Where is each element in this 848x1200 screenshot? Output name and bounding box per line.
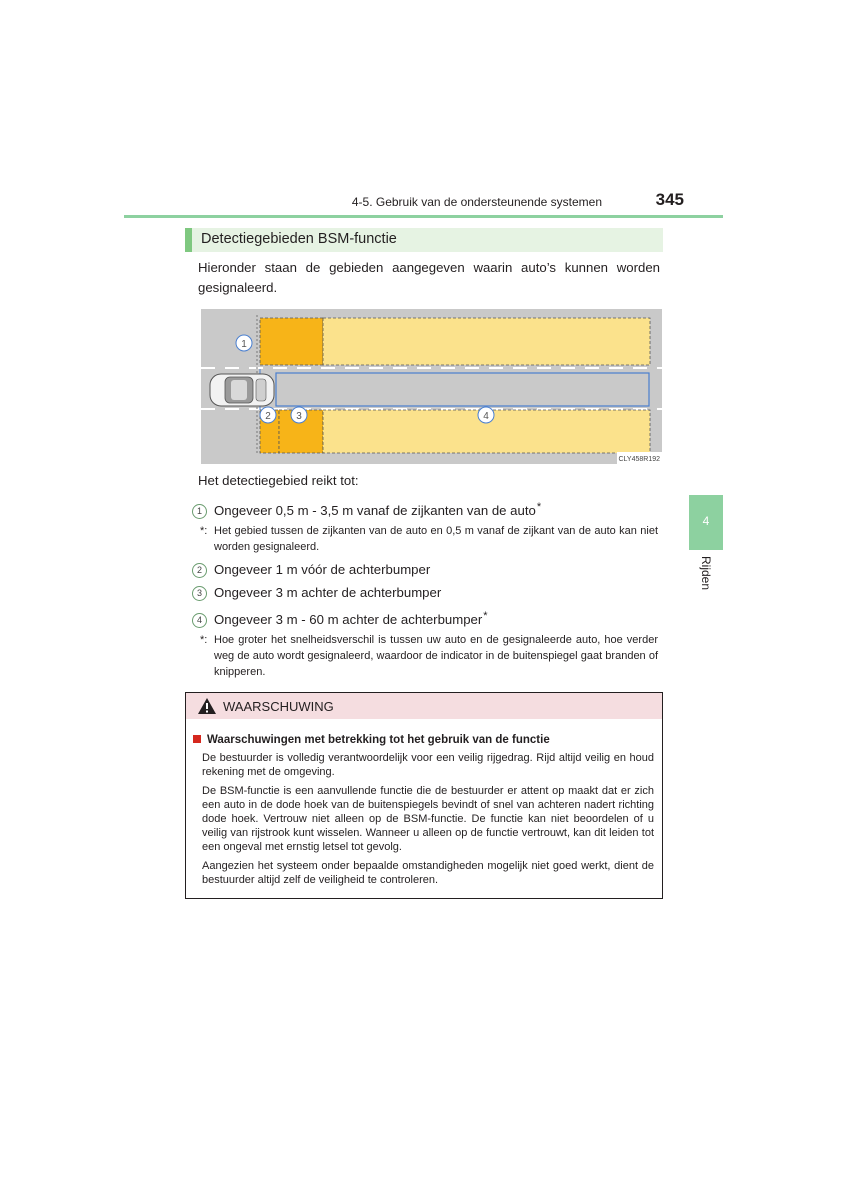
warning-icon — [198, 698, 216, 714]
list-item — [192, 498, 541, 516]
list-item — [192, 584, 441, 602]
footnote — [200, 632, 658, 680]
section-title: Detectiegebieden BSM-functie — [201, 231, 397, 247]
item-text: Ongeveer 3 m achter de achterbumper — [214, 585, 442, 600]
car-icon — [210, 374, 274, 406]
item-text: Ongeveer 3 m - 60 m achter de achterbumper — [214, 612, 483, 627]
running-header-title: 4-5. Gebruik van de ondersteunende systemen — [351, 195, 602, 209]
warning-header — [186, 693, 662, 719]
footnote-mark: *: — [200, 525, 208, 537]
item-footnote-star: * — [483, 610, 488, 622]
footnote-text: Hoe groter het snelheidsverschil is tussen uw auto en de gesignaleerde auto, hoe verder weg de auto wordt gesignaleerd, waardoor de indicator in de buitenspiegel gaat branden of knipperen. — [214, 634, 658, 678]
footnote-text: Het gebied tussen de zijkanten van de auto en 0,5 m vanaf de zijkant van de auto kan niet worden gesignaleerd. — [214, 525, 658, 553]
diagram-label-1: 1 — [241, 339, 247, 350]
item-footnote-star: * — [536, 501, 542, 513]
chapter-tab — [689, 495, 723, 550]
item-text: Ongeveer 0,5 m - 3,5 m vanaf de zijkanten van de auto — [214, 503, 536, 518]
zone-top-far — [323, 318, 650, 365]
item-number: 2 — [192, 563, 207, 578]
diagram-label-4: 4 — [483, 411, 489, 422]
list-item — [192, 607, 488, 625]
chapter-number: 4 — [702, 514, 710, 528]
item-number: 1 — [192, 504, 207, 519]
warning-paragraph: Aangezien het systeem onder bepaalde omstandigheden mogelijk niet goed werkt, dient de bestuurder altijd zelf de veiligheid te controleren. — [202, 860, 654, 886]
bullet-square-icon — [193, 735, 201, 743]
diagram-code: CLY458R192 — [618, 456, 660, 463]
item-text: Ongeveer 1 m vóór de achterbumper — [214, 562, 431, 577]
warning-box — [185, 692, 663, 899]
detection-area-diagram — [201, 309, 662, 464]
page-number: 345 — [655, 190, 684, 209]
header-rule — [124, 215, 723, 218]
zone-top-near — [260, 318, 323, 365]
section-heading — [185, 228, 663, 252]
warning-title: WAARSCHUWING — [223, 699, 334, 714]
footnote — [200, 523, 658, 555]
item-number: 3 — [192, 586, 207, 601]
diagram-label-3: 3 — [296, 411, 302, 422]
footnote-mark: *: — [200, 634, 208, 646]
intro-paragraph: Hieronder staan de gebieden aangegeven waarin auto’s kunnen worden gesignaleerd. — [198, 260, 660, 295]
warning-paragraph: De BSM-functie is een aanvullende functie die de bestuurder er attent op maakt dat er zich een auto in de dode hoek van de buitenspiegels bevindt of snel van achteren nadert richting dode hoek. Vertrouw niet alleen op de BSM-functie. De functie kan niet beoordelen of u veilig van rijstrook kunt wisselen. Wanneer u alleen op de functie vertrouwt, kan dit leiden tot een ongeval met ernstig letsel tot gevolg. — [202, 785, 654, 853]
warning-subtitle: Waarschuwingen met betrekking tot het gebruik van de functie — [193, 734, 550, 746]
item-number: 4 — [192, 613, 207, 628]
reach-label: Het detectiegebied reikt tot: — [198, 473, 359, 488]
diagram-label-2: 2 — [265, 411, 271, 422]
warning-paragraph: De bestuurder is volledig verantwoordelijk voor een veilig rijgedrag. Rijd altijd veilig en houd rekening met de omgeving. — [202, 752, 654, 778]
list-item — [192, 561, 430, 579]
chapter-label: Rijden — [699, 555, 713, 591]
